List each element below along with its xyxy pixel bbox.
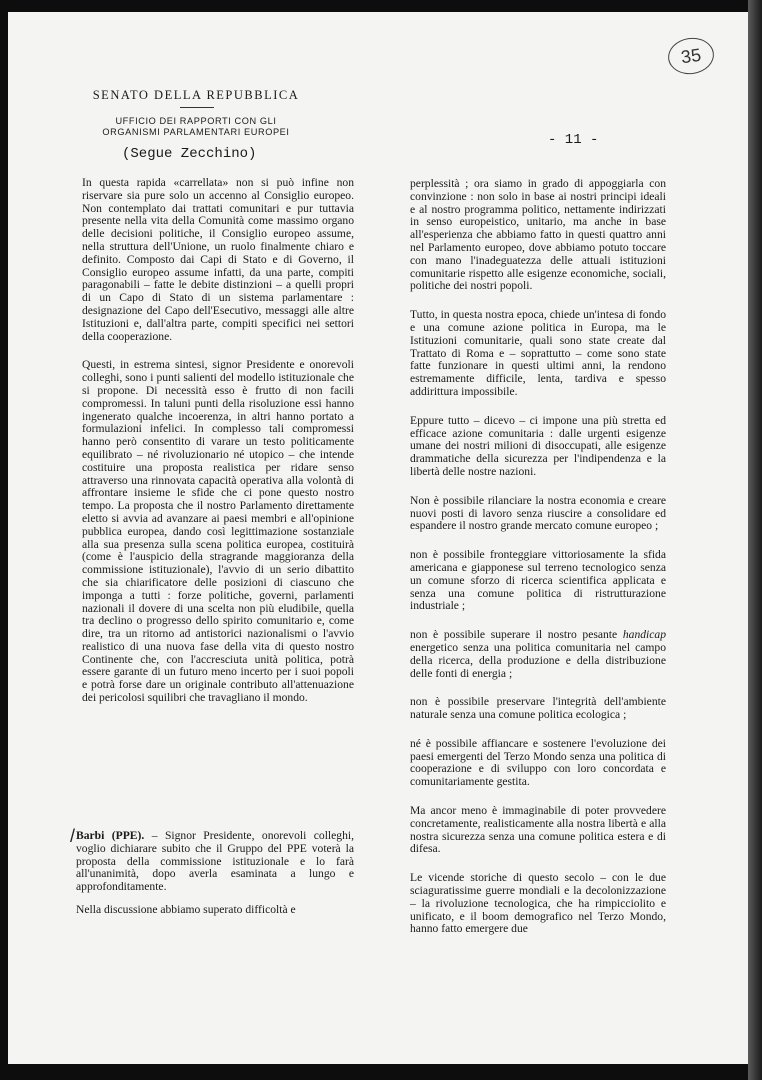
archive-page-mark: 35	[666, 35, 717, 77]
paragraph: Questi, in estrema sintesi, signor Presidente e onorevoli colleghi, sono i punti salienti del modello istituzionale che si propone. Di necessità esso è frutto di non facili compromessi. In taluni punti della risoluzione essi hanno ingenerato qualche incoerenza, in altri hanno portato a formulazioni infelici. In complesso tali compromessi hanno però consentito di varare un testo politicamente equilibrato – né rivoluzionario né utopico – che intende costituire una proposta realistica per ridare senso attraverso una rinnovata capacità operativa alla volontà di affrontare insieme le sfide che ci pone questo nostro tempo. La proposta che il nostro Parlamento direttamente eletto si avvia ad avanzare ai paesi membri e all'opinione pubblica europea, dando così legittimazione sostanziale alla sua presenza sulla scena politica europea, costituirà (come è l'auspicio della stragrande maggioranza della commissione istituzionale), l'avvio di un serio dibattito che sia chiarificatore delle posizioni di ciascuno che imponga a tutti : forze politiche, governi, parlamenti nazionali il dovere di una scelta non più eludibile, quella tra declino o progresso dello spirito comunitario e, come dire, tra un ritorno ad antistorici nazionalismi o l'avvio realistico di una nuova fase della vita di questo nostro Continente che, con l'accresciuta unità politica, potrà essere garante di un futuro meno incerto per i suoi popoli e potrà forse dare un originale contributo all'attenuazione dei pericolosi squilibri che travagliano il mondo.	[82, 358, 354, 705]
text-run: energetico senza una politica comunitaria nel campo della ricerca, della produzione e della distribuzione delle fonti di energia ;	[410, 640, 666, 680]
paragraph: non è possibile fronteggiare vittoriosamente la sfida americana e giapponese sul terreno tecnologico senza un comune sforzo di ricerca scientifica applicata e senza una comune politica di ristrutturazione industriale ;	[410, 548, 666, 613]
margin-mark: /	[70, 826, 76, 846]
left-column	[82, 177, 354, 721]
office-header	[78, 116, 314, 138]
office-line-1: UFFICIO DEI RAPPORTI CON GLI	[115, 116, 277, 126]
paragraph: Ma ancor meno è immaginabile di poter provvedere concretamente, realisticamente alla nostra libertà e alla nostra sicurezza senza una comune politica estera e di difesa.	[410, 804, 666, 856]
italic-term: handicap	[622, 628, 666, 642]
paragraph: Le vicende storiche di questo secolo – con le due sciaguratissime guerre mondiali e la decolonizzazione – la rivoluzione tecnologica, che ha rimpicciolito e unificato, e il boom demografico nel Terzo Mondo, hanno fatto emergere due	[410, 871, 666, 936]
paragraph	[410, 629, 666, 680]
paragraph: In questa rapida «carrellata» non si può infine non riservare sia pure solo un accenno al Consiglio europeo. Non contemplato dai trattati comunitari e pur tuttavia presente nella vita della Comunità come massimo organo delle decisioni politiche, il Consiglio europeo assume, nella struttura dell'Unione, un ruolo finalmente chiaro e definito. Composto dai Capi di Stato e di Governo, il Consiglio europeo assume infatti, da una parte, compiti paragonabili – fatte le debite distinzioni – a quelli propri di un Capo di Stato di un sistema parlamentare : designazione del Capo dell'Esecutivo, messaggi alle altre Istituzioni e, dall'altra parte, compiti specifici nei settori della cooperazione.	[82, 176, 354, 343]
paragraph: Nella discussione abbiamo superato difficoltà e	[76, 902, 296, 916]
right-column	[410, 178, 666, 936]
paragraph	[76, 830, 354, 894]
paragraph: Tutto, in questa nostra epoca, chiede un'intesa di fondo e una comune azione politica in Europa, ma le Istituzioni comunitarie, quali sono state create dal Trattato di Roma e – soprattutto – come sono state fatte funzionare in questi ultimi anni, la rendono estremamente difficile, lenta, tardiva e spesso addirittura impossibile.	[410, 308, 666, 398]
paragraph: Non è possibile rilanciare la nostra economia e creare nuovi posti di lavoro senza riuscire a consolidare ed espandere il nostro grande mercato comune europeo ;	[410, 493, 666, 533]
barbi-speech	[76, 830, 354, 927]
paragraph: non è possibile preservare l'integrità dell'ambiente naturale senza una comune politica ecologica ;	[410, 695, 666, 722]
text-run: non è possibile superare il nostro pesante	[410, 628, 623, 642]
senate-header: SENATO DELLA REPUBBLICA	[92, 88, 300, 102]
paragraph: né è possibile affiancare e sostenere l'evoluzione dei paesi emergenti del Terzo Mondo senza una politica di cooperazione e di sviluppo con loro concordata e comunitariamente gestita.	[410, 736, 666, 789]
scan-edge	[748, 0, 762, 1080]
speech-text: – Signor Presidente, onorevoli colleghi, voglio dichiarare subito che il Gruppo del PPE voterà la proposta della commissione istituzionale e lo farà all'unanimità, dopo averla esaminata a lungo e approfonditamente.	[76, 829, 354, 894]
page-number: - 11 -	[548, 132, 599, 148]
continuation-label: (Segue Zecchino)	[122, 146, 257, 162]
paragraph: perplessità ; ora siamo in grado di appoggiarla con convinzione : non solo in base ai nostri principi ideali e al nostro programma politico, nettamente indirizzati in senso europeistico, unitario, ma anche in base all'esperienza che abbiamo fatto in questi quattro anni nel Parlamento europeo, dove abbiamo potuto toccare con mano l'inadeguatezza delle attuali istituzioni comunitarie rispetto alle esigenze economiche, sociali, politiche dei nostri popoli.	[410, 177, 666, 293]
speaker-name: Barbi (PPE).	[76, 829, 145, 842]
header-rule	[180, 107, 214, 108]
office-line-2: ORGANISMI PARLAMENTARI EUROPEI	[102, 127, 290, 137]
paragraph: Eppure tutto – dicevo – ci impone una più stretta ed efficace azione comunitaria : dalle urgenti esigenze umane dei nostri milioni di disoccupati, alle esigenze drammatiche della sicurezza per l'indipendenza e la libertà delle nostre nazioni.	[410, 413, 666, 478]
